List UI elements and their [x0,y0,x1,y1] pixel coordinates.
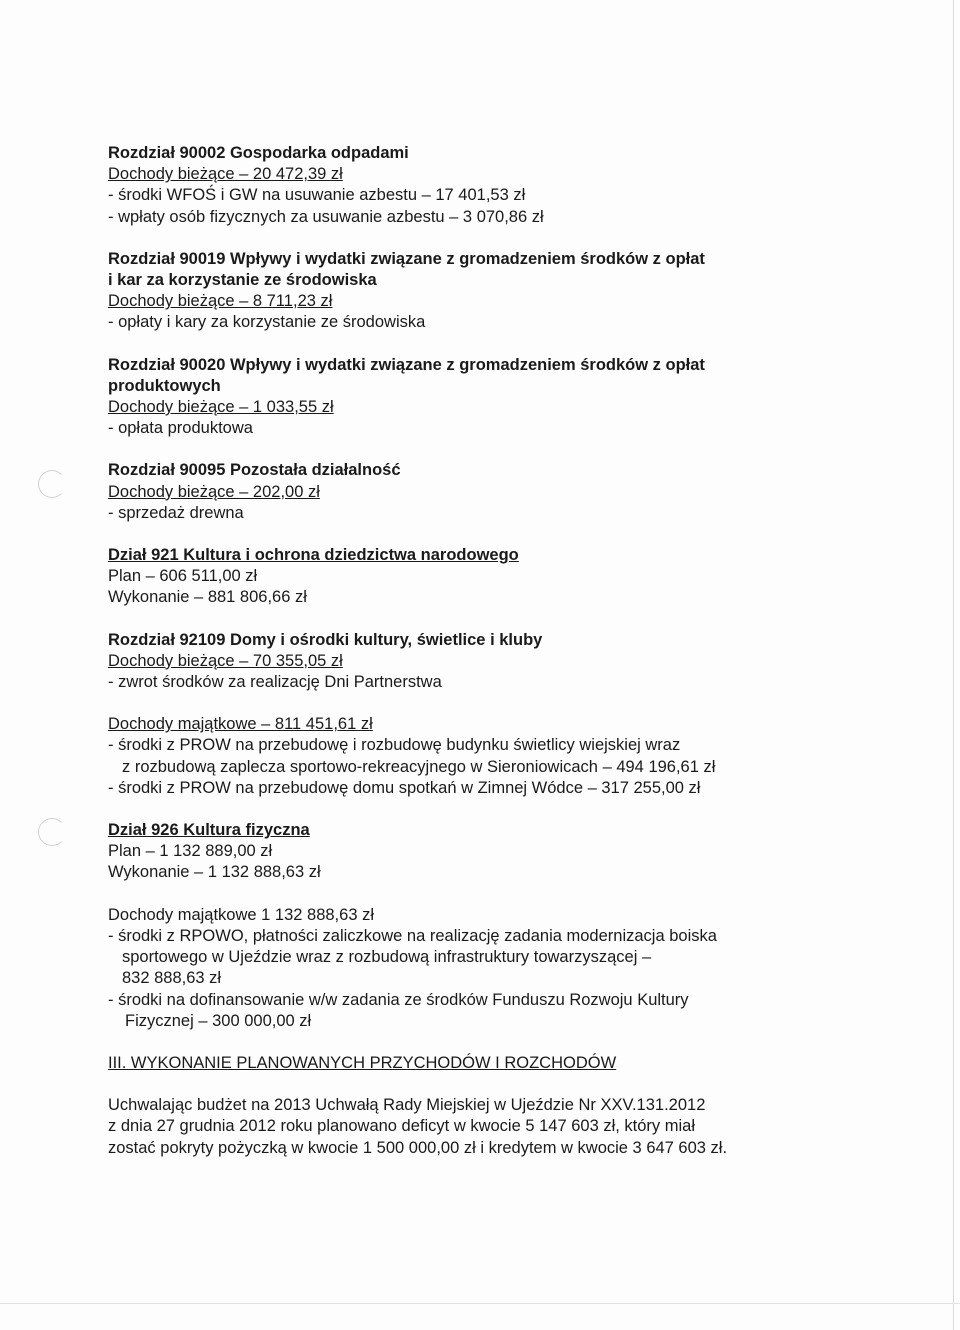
income-line: Dochody bieżące – 8 711,23 zł [108,292,333,311]
list-item: - środki z RPOWO, płatności zaliczkowe na realizację zadania modernizacja boiska [108,926,717,945]
list-item: - zwrot środków za realizację Dni Partnerstwa [108,673,442,692]
list-item-cont: sportowego w Ujeździe wraz z rozbudową infrastruktury towarzyszącej – [122,948,652,967]
plan-line: Plan – 606 511,00 zł [108,567,258,586]
list-item-cont: Fizycznej – 300 000,00 zł [125,1011,312,1030]
part-heading: III. WYKONANIE PLANOWANYCH PRZYCHODÓW I ROZCHODÓW [108,1053,617,1072]
section-heading: Rozdział 92109 Domy i ośrodki kultury, świetlice i kluby [108,630,543,649]
execution-line: Wykonanie – 1 132 888,63 zł [108,863,321,882]
page-edge-right [953,0,954,1330]
list-item: - wpłaty osób fizycznych za usuwanie azbestu – 3 070,86 zł [108,207,544,226]
list-item: - opłata produktowa [108,419,253,438]
income-line: Dochody majątkowe – 811 451,61 zł [108,715,373,734]
document-body [108,143,908,1159]
list-item: - środki WFOŚ i GW na usuwanie azbestu – 17 401,53 zł [108,186,526,205]
list-item: - sprzedaż drewna [108,503,244,522]
income-line: Dochody majątkowe 1 132 888,63 zł [108,905,374,924]
list-item: - środki z PROW na przebudowę domu spotkań w Zimnej Wódce – 317 255,00 zł [108,778,701,797]
income-line: Dochody bieżące – 1 033,55 zł [108,398,334,417]
income-line: Dochody bieżące – 70 355,05 zł [108,651,343,670]
income-line: Dochody bieżące – 20 472,39 zł [108,165,343,184]
section-heading: Rozdział 90002 Gospodarka odpadami [108,144,409,162]
paragraph-line: z dnia 27 grudnia 2012 roku planowano deficyt w kwocie 5 147 603 zł, który miał [108,1117,696,1136]
execution-line: Wykonanie – 881 806,66 zł [108,588,307,607]
punch-hole-top [38,470,66,498]
income-line: Dochody bieżące – 202,00 zł [108,482,320,501]
chapter-heading: Dział 926 Kultura fizyczna [108,821,310,840]
paragraph-line: Uchwalając budżet na 2013 Uchwałą Rady Miejskiej w Ujeździe Nr XXV.131.2012 [108,1096,706,1115]
list-item: - środki z PROW na przebudowę i rozbudowę budynku świetlicy wiejskiej wraz [108,736,681,755]
section-heading-cont: i kar za korzystanie ze środowiska [108,271,377,290]
chapter-heading: Dział 921 Kultura i ochrona dziedzictwa narodowego [108,546,519,565]
section-heading: Rozdział 90020 Wpływy i wydatki związane z gromadzeniem środków z opłat [108,355,705,374]
list-item-cont: z rozbudową zaplecza sportowo-rekreacyjnego w Sieroniowicach – 494 196,61 zł [122,757,716,776]
section-heading-cont: produktowych [108,376,221,395]
plan-line: Plan – 1 132 889,00 zł [108,842,273,861]
section-heading: Rozdział 90095 Pozostała działalność [108,461,401,480]
list-item: - opłaty i kary za korzystanie ze środowiska [108,313,426,332]
punch-hole-bottom [38,818,66,846]
paragraph-line: zostać pokryty pożyczką w kwocie 1 500 000,00 zł i kredytem w kwocie 3 647 603 zł. [108,1138,728,1157]
page-edge-bottom [0,1303,960,1304]
list-item-cont: 832 888,63 zł [122,969,222,988]
list-item: - środki na dofinansowanie w/w zadania ze środków Funduszu Rozwoju Kultury [108,990,689,1009]
section-heading: Rozdział 90019 Wpływy i wydatki związane z gromadzeniem środków z opłat [108,249,705,268]
